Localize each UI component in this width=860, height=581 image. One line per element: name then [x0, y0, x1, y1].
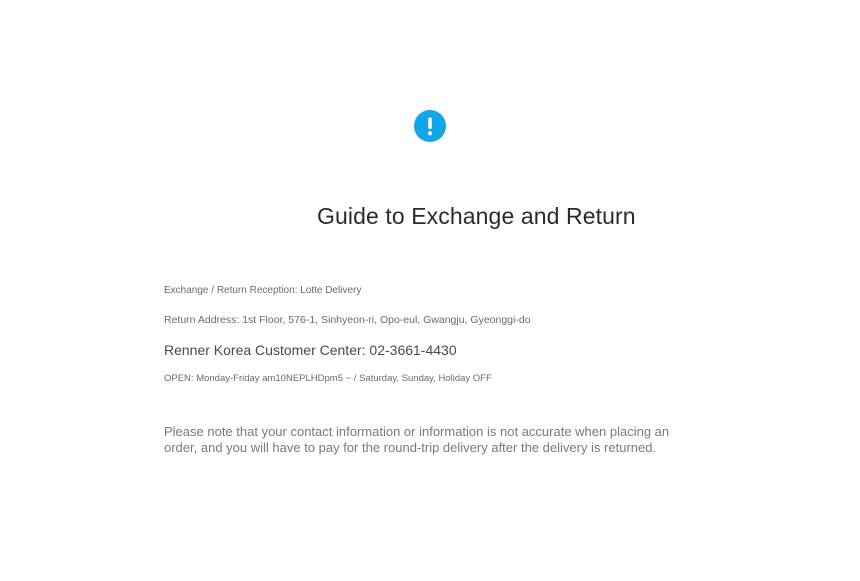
return-address: Return Address: 1st Floor, 576-1, Sinhyeon-ri, Opo-eul, Gwangju, Gyeonggi-do — [164, 314, 531, 326]
customer-center-phone: Renner Korea Customer Center: 02-3661-4430 — [164, 342, 457, 358]
opening-hours: OPEN: Monday-Friday am10NEPLHDpm5 ~ / Saturday, Sunday, Holiday OFF — [164, 373, 492, 384]
exclamation-circle-icon — [414, 110, 446, 142]
page-title: Guide to Exchange and Return — [317, 203, 636, 229]
delivery-notice: Please note that your contact information or information is not accurate when placing an order, and you will have to pay for the round-trip delivery after the delivery is returned. — [164, 424, 670, 455]
reception-info: Exchange / Return Reception: Lotte Delivery — [164, 285, 362, 296]
